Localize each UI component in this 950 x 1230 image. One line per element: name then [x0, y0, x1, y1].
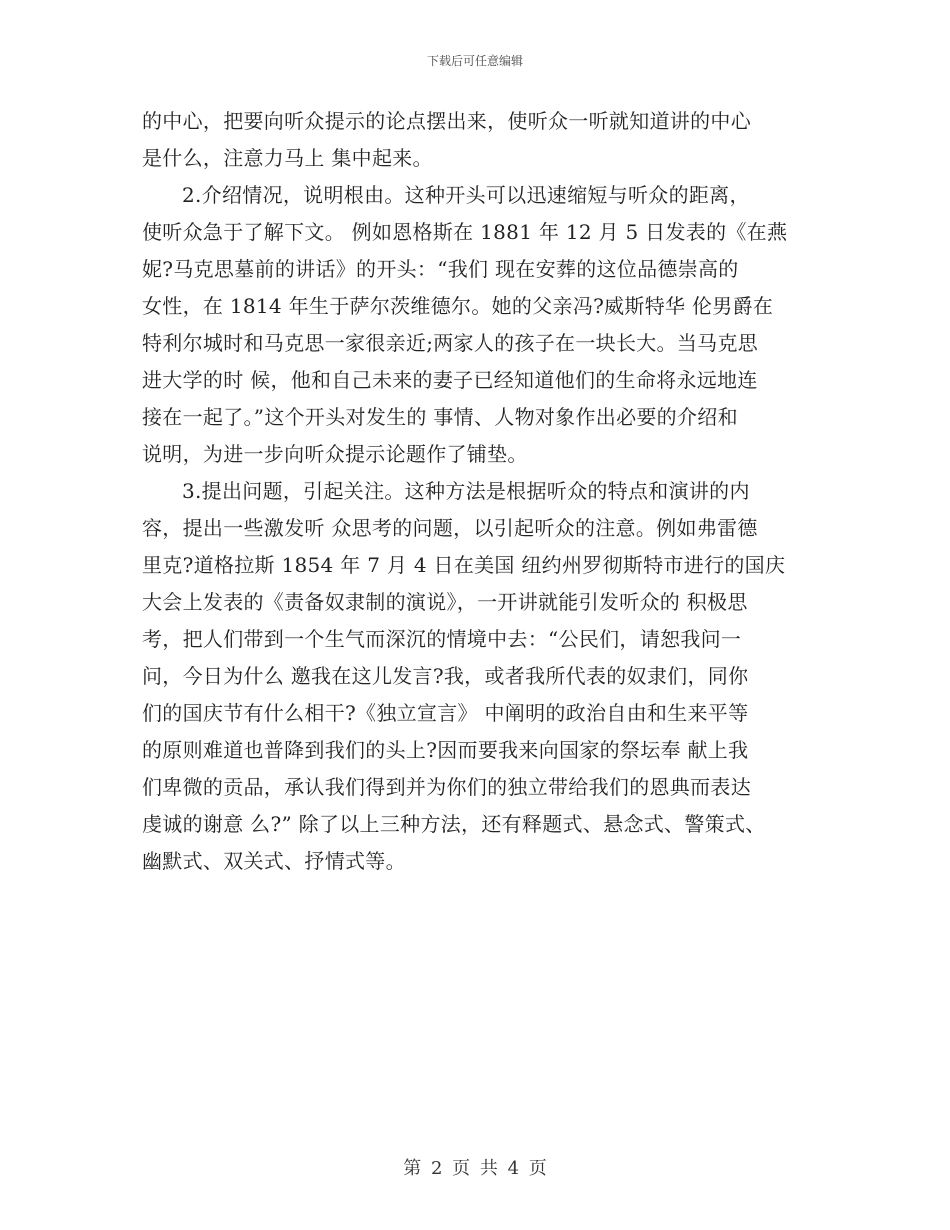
body-line: 接在一起了。”这个开头对发生的 事情、人物对象作出必要的介绍和	[142, 405, 738, 429]
body-line: 容，提出一些激发听 众思考的问题，以引起听众的注意。例如弗雷德	[142, 516, 758, 540]
body-line: 们卑微的贡品，承认我们得到并为你们的独立带给我们的恩典而表达	[142, 775, 751, 799]
body-line: 大会上发表的《责备奴隶制的演说》，一开讲就能引发听众的 积极思	[142, 590, 748, 614]
body-line: 的原则难道也普降到我们的头上?因而要我来向国家的祭坛奉 献上我	[142, 738, 749, 762]
body-line: 进大学的时 候，他和自己未来的妻子已经知道他们的生命将永远地连	[142, 368, 758, 392]
body-line: 的中心，把要向听众提示的论点摆出来，使听众一听就知道讲的中心	[142, 109, 751, 133]
body-line: 使听众急于了解下文。 例如恩格斯在 1881 年 12 月 5 日发表的《在燕	[142, 220, 788, 244]
document-body	[142, 103, 822, 880]
body-line: 问，今日为什么 邀我在这儿发言?我，或者我所代表的奴隶们，同你	[142, 664, 749, 688]
body-line: 妮?马克思墓前的讲话》的开头：“我们 现在安葬的这位品德崇高的	[142, 257, 739, 281]
body-line: 说明，为进一步向听众提示论题作了铺垫。	[142, 442, 528, 466]
body-line: 女性，在 1814 年生于萨尔茨维德尔。她的父亲冯?威斯特华 伦男爵在	[142, 294, 774, 318]
body-line: 是什么，注意力马上 集中起来。	[142, 146, 433, 170]
body-line: 考，把人们带到一个生气而深沉的情境中去：“公民们，请恕我问一	[142, 627, 742, 651]
body-line: 们的国庆节有什么相干?《独立宣言》 中阐明的政治自由和生来平等	[142, 701, 749, 725]
body-line: 里克?道格拉斯 1854 年 7 月 4 日在美国 纽约州罗彻斯特市进行的国庆	[142, 553, 786, 577]
page-number-footer: 第 2 页 共 4 页	[403, 1158, 547, 1179]
body-line: 虔诚的谢意 么?” 除了以上三种方法，还有释题式、悬念式、警策式、	[142, 812, 766, 836]
paragraph-start-line: 2.介绍情况，说明根由。这种开头可以迅速缩短与听众的距离，	[182, 183, 750, 207]
paragraph-start-line: 3.提出问题，引起关注。这种方法是根据听众的特点和演讲的内	[182, 479, 750, 503]
page-header: 下载后可任意编辑	[426, 54, 523, 68]
body-line: 幽默式、双关式、抒情式等。	[142, 849, 406, 873]
body-line: 特利尔城时和马克思一家很亲近;两家人的孩子在一块长大。当马克思	[142, 331, 759, 355]
